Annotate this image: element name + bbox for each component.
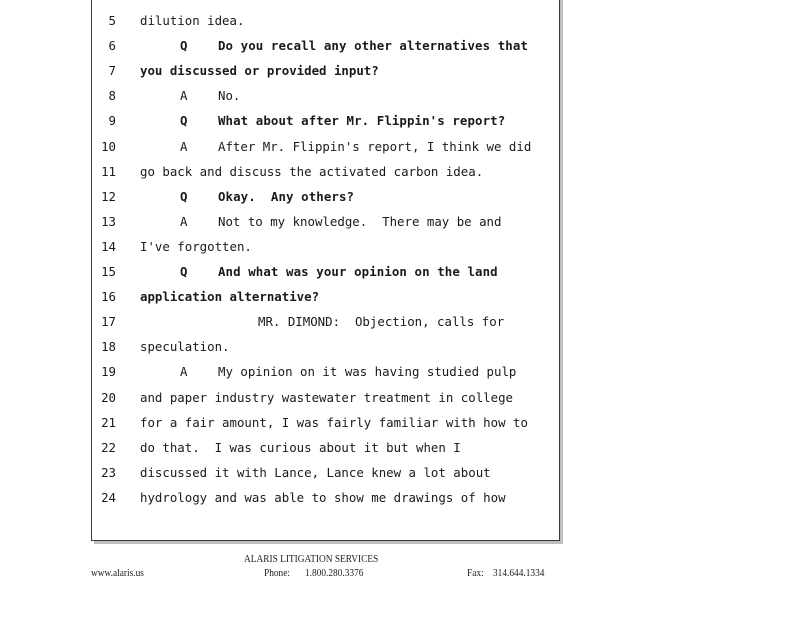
- answer-text: Not to my knowledge. There may be and: [218, 213, 502, 229]
- answer-label: A: [180, 88, 188, 104]
- footer-fax: 314.644.1334: [493, 567, 545, 579]
- line-number: 18: [101, 339, 116, 355]
- transcript-page: [91, 0, 560, 541]
- transcript-line: [92, 485, 552, 510]
- line-number: 16: [101, 289, 116, 305]
- question-label: Q: [180, 38, 188, 54]
- line-text: speculation.: [140, 339, 230, 355]
- transcript-line: [92, 435, 552, 460]
- transcript-line: [92, 83, 552, 108]
- transcript-line: [92, 134, 552, 159]
- transcript-line: [92, 460, 552, 485]
- answer-label: A: [180, 138, 188, 154]
- line-number: 14: [101, 238, 116, 254]
- transcript-line: [92, 58, 552, 83]
- question-label: Q: [180, 264, 188, 279]
- line-number: 9: [108, 113, 116, 129]
- line-number: 6: [108, 38, 116, 54]
- question-text: Okay. Any others?: [218, 188, 355, 204]
- question-text: you discussed or provided input?: [140, 63, 379, 79]
- question-label: Q: [180, 113, 188, 129]
- footer-phone-label: Phone:: [264, 567, 290, 579]
- line-text: discussed it with Lance, Lance knew a lot about: [140, 464, 491, 480]
- line-text: dilution idea.: [140, 13, 245, 28]
- line-number: 20: [101, 389, 116, 405]
- line-number: 15: [101, 264, 116, 279]
- line-number: 13: [101, 213, 116, 229]
- question-text: And what was your opinion on the land: [218, 264, 498, 279]
- transcript-line: [92, 33, 552, 58]
- transcript-line: [92, 209, 552, 234]
- line-number: 19: [101, 364, 116, 380]
- line-number: 22: [101, 439, 116, 455]
- answer-text: No.: [218, 88, 241, 104]
- answer-label: A: [180, 213, 188, 229]
- transcript-line: [92, 334, 552, 359]
- question-text: Do you recall any other alternatives that: [218, 38, 528, 54]
- transcript-line: [92, 8, 552, 33]
- line-number: 17: [101, 314, 116, 330]
- answer-text: My opinion on it was having studied pulp: [218, 364, 517, 380]
- footer-website[interactable]: www.alaris.us: [91, 567, 144, 579]
- line-number: 8: [108, 88, 116, 104]
- line-text: do that. I was curious about it but when I: [140, 439, 461, 455]
- line-number: 11: [101, 163, 116, 179]
- transcript-line: [92, 359, 552, 384]
- line-number: 24: [101, 489, 116, 505]
- question-text: application alternative?: [140, 289, 320, 305]
- line-text: for a fair amount, I was fairly familiar with how to: [140, 414, 528, 430]
- footer-phone: 1.800.280.3376: [305, 567, 364, 579]
- line-text: and paper industry wastewater treatment in college: [140, 389, 513, 405]
- line-number: 23: [101, 464, 116, 480]
- colloquy-text: MR. DIMOND: Objection, calls for: [258, 314, 505, 330]
- transcript-line: [92, 410, 552, 435]
- transcript-line: [92, 259, 552, 284]
- question-text: What about after Mr. Flippin's report?: [218, 113, 506, 129]
- line-number: 5: [108, 13, 116, 28]
- line-number: 10: [101, 138, 116, 154]
- answer-text: After Mr. Flippin's report, I think we did: [218, 138, 532, 154]
- line-text: I've forgotten.: [140, 238, 252, 254]
- transcript-line: [92, 234, 552, 259]
- question-label: Q: [180, 188, 188, 204]
- line-text: hydrology and was able to show me drawings of how: [140, 489, 506, 505]
- transcript-line: [92, 309, 552, 334]
- line-number: 21: [101, 414, 116, 430]
- line-text: go back and discuss the activated carbon idea.: [140, 163, 484, 179]
- transcript-line: [92, 108, 552, 133]
- line-number: 7: [108, 63, 116, 79]
- transcript-line: [92, 184, 552, 209]
- line-number: 12: [101, 188, 116, 204]
- transcript-line: [92, 159, 552, 184]
- footer-fax-label: Fax:: [467, 567, 484, 579]
- footer-company: ALARIS LITIGATION SERVICES: [244, 553, 379, 565]
- transcript-line: [92, 284, 552, 309]
- transcript-line: [92, 385, 552, 410]
- answer-label: A: [180, 364, 188, 380]
